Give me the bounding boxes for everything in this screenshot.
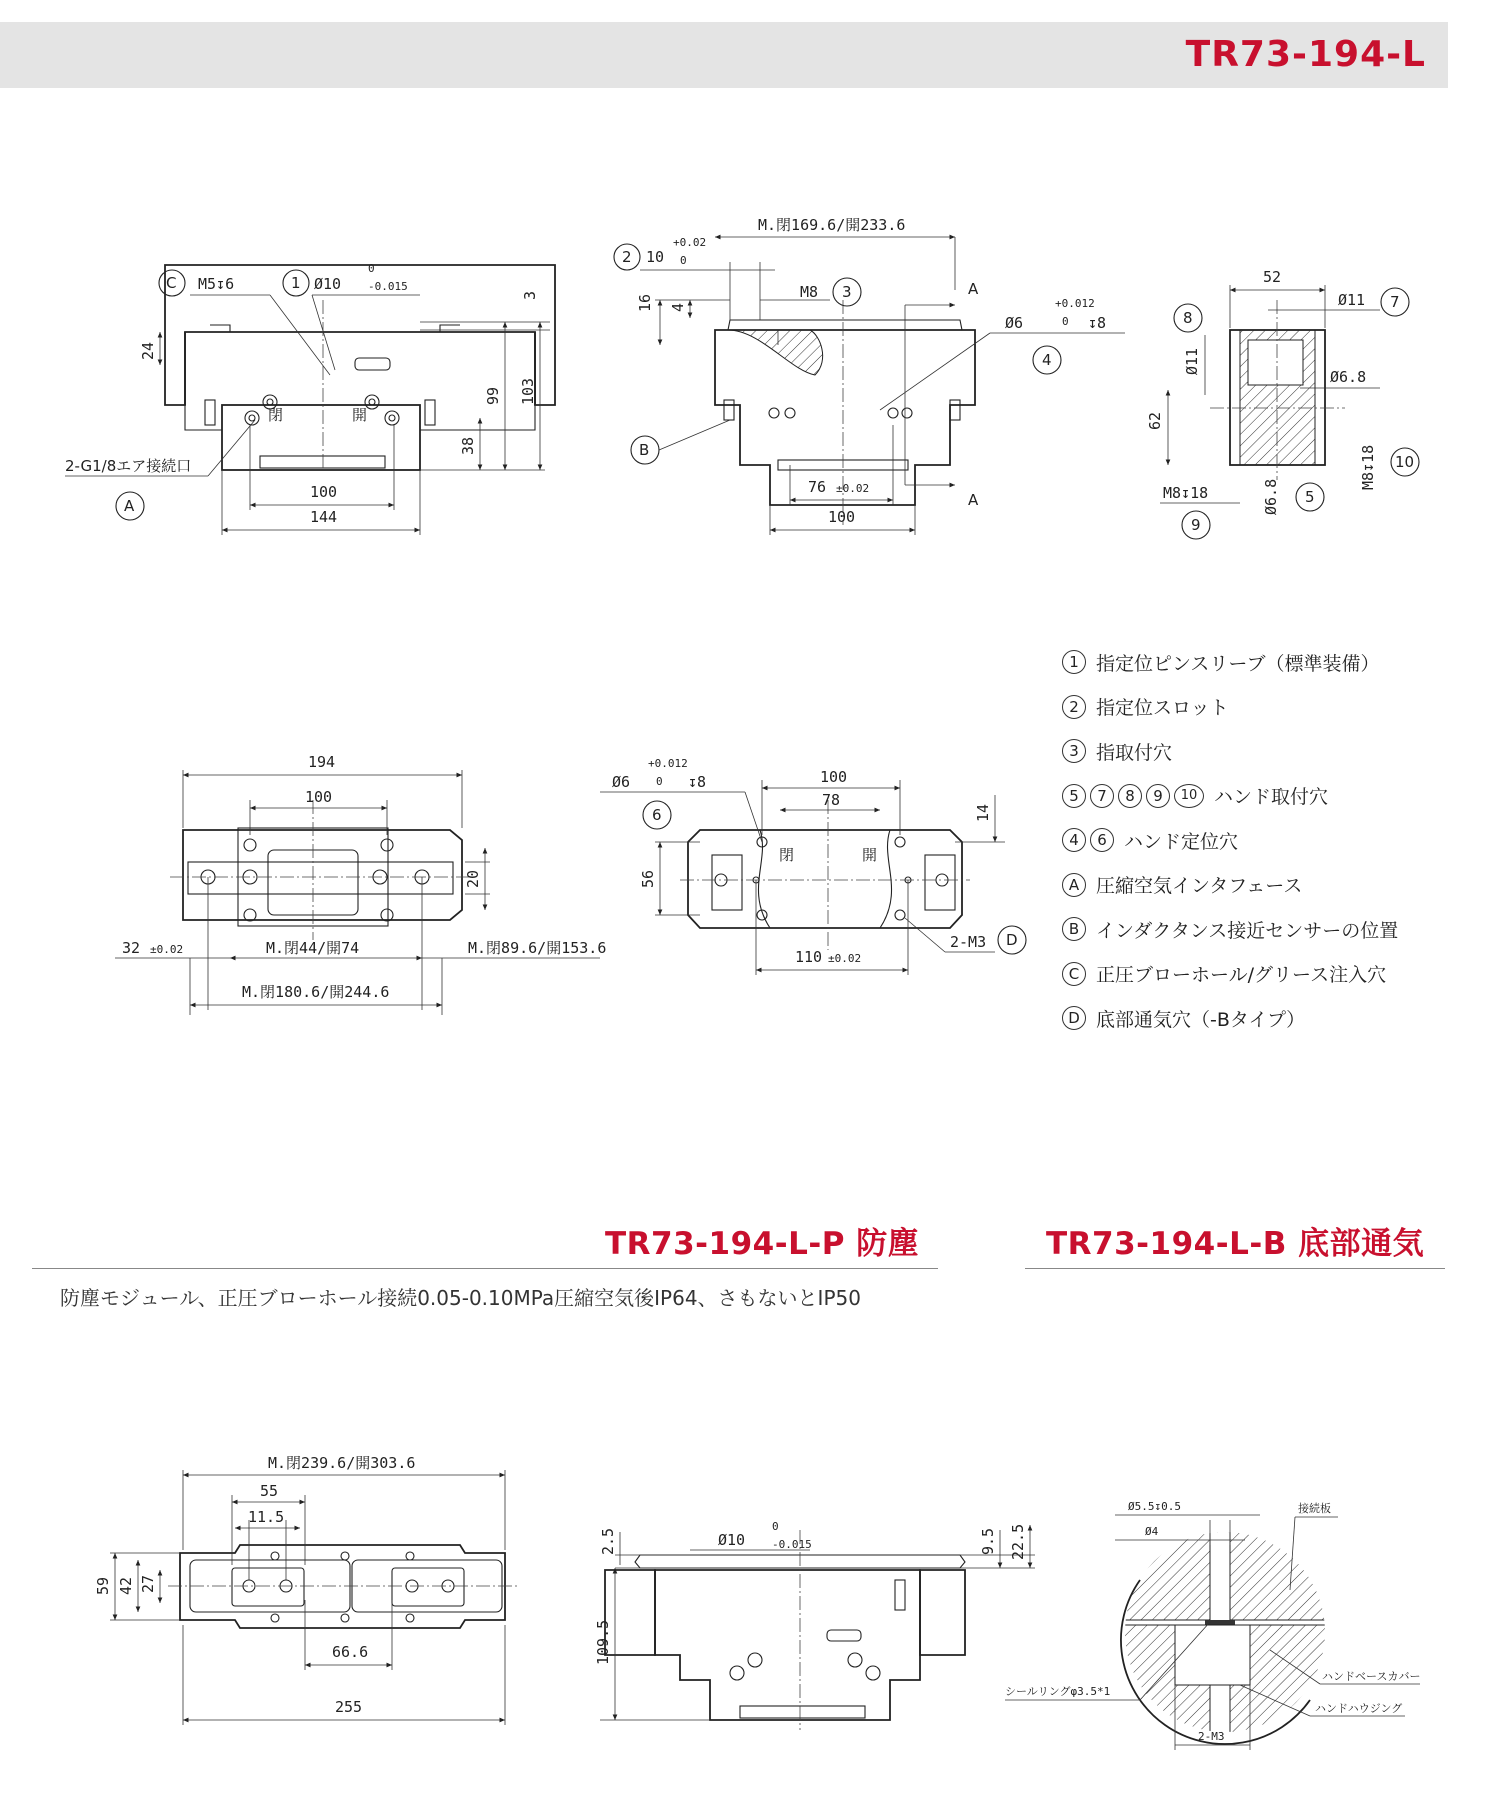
section-dia-68: Ø6.8 xyxy=(1330,368,1367,386)
legend-item-9 xyxy=(1062,996,1482,1041)
top-m-44-74: M.閉44/開74 xyxy=(266,939,360,957)
p-dim-55: 55 xyxy=(260,1482,279,1500)
section-mark-5: 5 xyxy=(1305,488,1315,506)
bottom-mark-d: D xyxy=(1006,931,1018,949)
b-m3: 2-M3 xyxy=(1198,1730,1225,1743)
bottom-dim-56: 56 xyxy=(639,869,657,888)
section-dim-62: 62 xyxy=(1146,411,1164,430)
front-air-port: 2-G1/8エア接続口 xyxy=(65,457,192,475)
legend-mark-5: 5 xyxy=(1062,784,1086,808)
legend-item-3 xyxy=(1062,729,1482,774)
legend-text-1: 指定位ピンスリーブ（標準装備） xyxy=(1096,652,1380,675)
legend-item-6 xyxy=(1062,863,1482,908)
page-title: TR73-194-L xyxy=(1185,34,1426,75)
legend xyxy=(1062,640,1482,1041)
section-rule-bottom-vent xyxy=(1025,1268,1445,1269)
b-detail xyxy=(1005,1500,1420,1750)
legend-text-2: 指定位スロット xyxy=(1096,697,1229,720)
front-dim-3: 3 xyxy=(521,290,539,300)
p-top-view xyxy=(94,1454,520,1725)
side-dim-4: 4 xyxy=(669,302,687,312)
front-view xyxy=(65,262,555,535)
front-close: 閉 xyxy=(268,406,284,424)
legend-mark-9: 9 xyxy=(1146,784,1170,808)
p-dim-42: 42 xyxy=(117,1576,135,1595)
legend-mark-3: 3 xyxy=(1062,739,1086,763)
legend-mark-c: C xyxy=(1062,962,1086,986)
section-title-dustproof: TR73-194-L-P 防塵 xyxy=(605,1226,920,1262)
legend-mark-7: 7 xyxy=(1090,784,1114,808)
top-dim-194: 194 xyxy=(308,753,336,771)
bottom-dim-110: 110 xyxy=(795,948,823,966)
p-dim-27: 27 xyxy=(139,1574,157,1593)
p-dim-115: 11.5 xyxy=(248,1508,285,1526)
side-pin: Ø6 xyxy=(1005,314,1024,332)
bottom-pin: Ø6 xyxy=(612,773,631,791)
side-mark-3: 3 xyxy=(842,283,852,301)
bottom-open: 開 xyxy=(862,846,878,864)
top-dim-32: 32 xyxy=(122,939,141,957)
side-pin-tol-up: +0.012 xyxy=(1055,297,1095,310)
front-mark-c: C xyxy=(166,274,177,292)
front-dim-38: 38 xyxy=(459,436,477,455)
top-m-180-244: M.閉180.6/開244.6 xyxy=(242,983,390,1001)
side-slot-tol-down: 0 xyxy=(680,254,687,267)
legend-mark-10: 10 xyxy=(1174,784,1204,808)
legend-text-6: 圧縮空気インタフェース xyxy=(1096,875,1303,898)
bottom-dim-78: 78 xyxy=(822,791,841,809)
side-pin-depth: ↧8 xyxy=(1088,314,1107,332)
bottom-pin-tol-down: 0 xyxy=(656,775,663,788)
top-dim-20: 20 xyxy=(464,869,482,888)
legend-text-3: 指取付穴 xyxy=(1096,741,1173,764)
section-rule-dustproof xyxy=(32,1268,938,1269)
bottom-m3: 2-M3 xyxy=(950,933,987,951)
legend-text-4: ハンド取付穴 xyxy=(1214,786,1329,809)
bottom-tol-110: ±0.02 xyxy=(828,952,862,965)
legend-mark-1: 1 xyxy=(1062,650,1086,674)
section-dia-11-v: Ø11 xyxy=(1183,347,1201,375)
legend-text-5: ハンド定位穴 xyxy=(1124,830,1239,853)
bottom-pin-depth: ↧8 xyxy=(688,773,707,791)
legend-text-9: 底部通気穴（-Bタイプ） xyxy=(1096,1008,1306,1031)
b-seal: シールリングφ3.5*1 xyxy=(1005,1685,1111,1698)
b-dia-4: Ø4 xyxy=(1145,1525,1159,1538)
legend-text-7: インダクタンス接近センサーの位置 xyxy=(1096,919,1399,942)
front-dim-103: 103 xyxy=(519,377,537,405)
side-stroke: M.閉169.6/開233.6 xyxy=(758,216,906,234)
side-section-a-bottom: A xyxy=(968,491,979,509)
bottom-dim-100: 100 xyxy=(820,768,848,786)
legend-mark-2: 2 xyxy=(1062,695,1086,719)
front-dim-99: 99 xyxy=(484,386,502,405)
front-dim-144: 144 xyxy=(310,508,338,526)
top-tol-32: ±0.02 xyxy=(150,943,184,956)
bottom-view xyxy=(600,757,1026,975)
section-title-bottom-vent: TR73-194-L-B 底部通気 xyxy=(1046,1226,1425,1262)
p-dim-59: 59 xyxy=(94,1576,112,1595)
front-mark-1: 1 xyxy=(291,274,301,292)
p-front-view xyxy=(594,1520,1035,1730)
section-mark-7: 7 xyxy=(1390,293,1400,311)
side-mark-b: B xyxy=(639,441,650,459)
legend-item-7 xyxy=(1062,907,1482,952)
section-dia-68-v: Ø6.8 xyxy=(1262,478,1280,515)
legend-item-8 xyxy=(1062,952,1482,997)
front-mark-a: A xyxy=(124,497,135,515)
section-m8-18-h: M8↧18 xyxy=(1359,444,1377,490)
b-cover: ハンドベースカバー xyxy=(1322,1670,1421,1683)
side-m8: M8 xyxy=(800,283,819,301)
section-mark-10: 10 xyxy=(1395,453,1415,471)
side-dim-100: 100 xyxy=(828,508,856,526)
p-dim-95: 9.5 xyxy=(979,1527,997,1555)
b-dia-55: Ø5.5↧0.5 xyxy=(1128,1500,1181,1513)
bottom-dim-14: 14 xyxy=(974,803,992,822)
side-pin-tol-down: 0 xyxy=(1062,315,1069,328)
p-dim-225: 22.5 xyxy=(1009,1523,1027,1560)
p-dim-255: 255 xyxy=(335,1698,363,1716)
legend-text-8: 正圧ブローホール/グリース注入穴 xyxy=(1096,964,1387,987)
front-tol-down: -0.015 xyxy=(368,280,408,293)
section-mark-9: 9 xyxy=(1191,516,1201,534)
side-mark-2: 2 xyxy=(622,248,632,266)
p-dim-666: 66.6 xyxy=(332,1643,369,1661)
side-slot-tol-up: +0.02 xyxy=(673,236,707,249)
side-dim-16: 16 xyxy=(636,293,654,312)
section-mark-8: 8 xyxy=(1183,309,1193,327)
section-dim-52: 52 xyxy=(1263,268,1282,286)
section-view xyxy=(1146,268,1419,539)
legend-mark-d: D xyxy=(1062,1006,1086,1030)
side-section-a-top: A xyxy=(968,280,979,298)
b-plate: 接続板 xyxy=(1298,1502,1331,1515)
p-pin: Ø10 xyxy=(718,1531,746,1549)
section-m8-18: M8↧18 xyxy=(1163,484,1209,502)
legend-mark-a: A xyxy=(1062,873,1086,897)
top-view xyxy=(115,753,606,1015)
side-view xyxy=(614,216,1125,535)
side-slot: 10 xyxy=(646,248,665,266)
bottom-mark-6: 6 xyxy=(652,806,662,824)
legend-item-5 xyxy=(1062,818,1482,863)
legend-mark-6: 6 xyxy=(1090,828,1114,852)
front-dim-24: 24 xyxy=(139,341,157,360)
front-label-1: Ø10 xyxy=(314,275,342,293)
front-open: 開 xyxy=(352,406,368,424)
p-stroke: M.閉239.6/開303.6 xyxy=(268,1454,416,1472)
top-m-89-153: M.閉89.6/開153.6 xyxy=(468,939,607,957)
side-tol-76: ±0.02 xyxy=(836,482,870,495)
section-dia-11: Ø11 xyxy=(1338,291,1366,309)
legend-item-4 xyxy=(1062,774,1482,819)
p-dim-25: 2.5 xyxy=(599,1527,617,1555)
legend-item-2 xyxy=(1062,685,1482,730)
legend-mark-4: 4 xyxy=(1062,828,1086,852)
side-mark-4: 4 xyxy=(1042,351,1052,369)
p-pin-tol-up: 0 xyxy=(772,1520,779,1533)
top-dim-100: 100 xyxy=(305,788,333,806)
legend-mark-8: 8 xyxy=(1118,784,1142,808)
section-note-dustproof: 防塵モジュール、正圧ブローホール接続0.05-0.10MPa圧縮空気後IP64、さもないとIP50 xyxy=(60,1286,861,1310)
b-housing: ハンドハウジング xyxy=(1315,1702,1403,1715)
legend-mark-b: B xyxy=(1062,917,1086,941)
legend-item-1 xyxy=(1062,640,1482,685)
bottom-close: 閉 xyxy=(779,846,795,864)
side-dim-76: 76 xyxy=(808,478,827,496)
p-dim-1095: 109.5 xyxy=(594,1619,612,1665)
bottom-pin-tol-up: +0.012 xyxy=(648,757,688,770)
front-dim-100: 100 xyxy=(310,483,338,501)
front-label-c: M5↧6 xyxy=(198,275,235,293)
p-pin-tol-down: -0.015 xyxy=(772,1538,812,1551)
front-tol-up: 0 xyxy=(368,262,375,275)
